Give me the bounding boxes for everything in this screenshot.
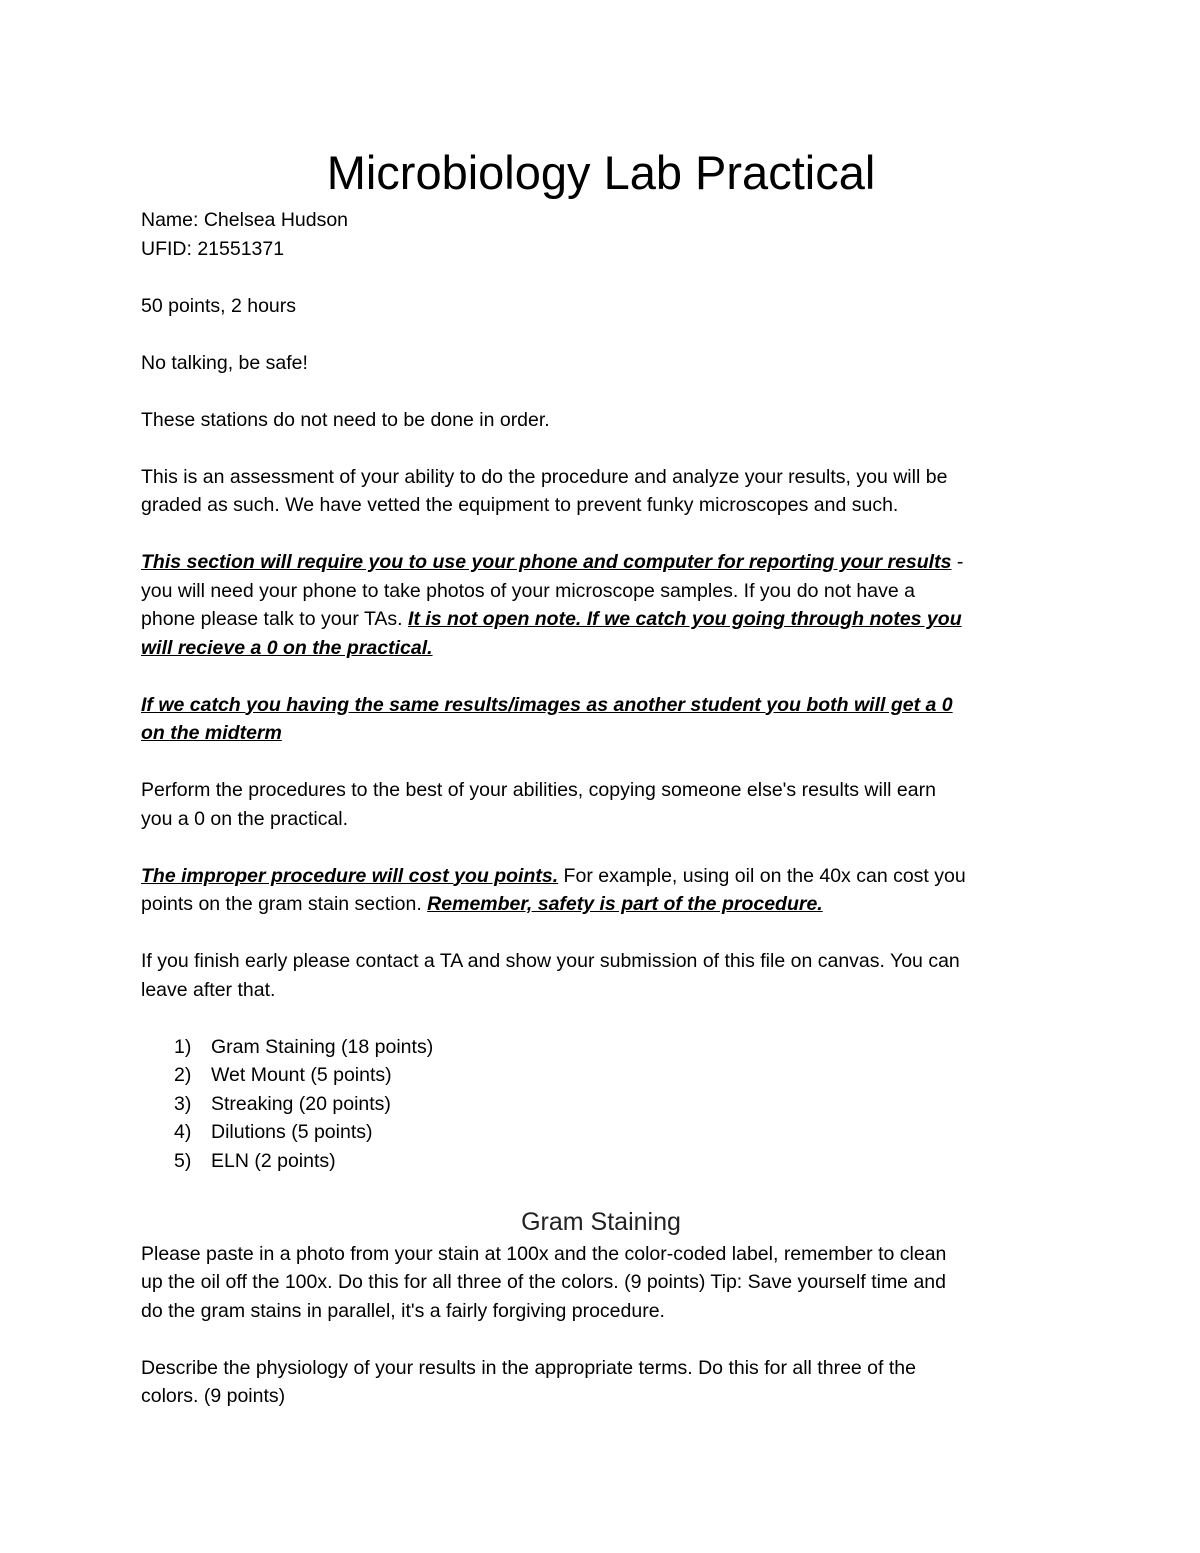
list-item	[141, 1090, 1061, 1119]
list-item	[141, 1033, 1061, 1062]
gram-p1-line-3: do the gram stains in parallel, it's a fairly forgiving procedure.	[141, 1299, 665, 1322]
open-note-warning: It is not open note. If we catch you going through notes you	[408, 608, 962, 630]
student-info	[141, 206, 1061, 263]
safety-reminder-bold: Remember, safety is part of the procedure.	[427, 893, 823, 915]
gram-staining-heading: Gram Staining	[521, 1207, 681, 1236]
phone-dash: -	[951, 551, 964, 573]
finish-line-1: If you finish early please contact a TA and show your submission of this file on canvas. You can	[141, 950, 960, 972]
finish-early-paragraph	[141, 947, 1061, 1004]
list-item-text: Wet Mount (5 points)	[211, 1064, 392, 1086]
document-title: Microbiology Lab Practical	[326, 146, 876, 199]
list-item	[141, 1147, 1061, 1176]
perform-line-2: you a 0 on the practical.	[141, 807, 349, 830]
gram-stain-points-text: points on the gram stain section.	[141, 893, 428, 915]
list-item-number: 5)	[174, 1149, 192, 1172]
student-ufid: UFID: 21551371	[141, 237, 285, 260]
improper-procedure-paragraph	[141, 862, 1061, 919]
improper-line-2	[141, 890, 1061, 919]
points-hours: 50 points, 2 hours	[141, 294, 297, 317]
phone-warning-bold: This section will require you to use your phone and computer for reporting your results	[141, 551, 952, 573]
assessment-paragraph	[141, 463, 1061, 520]
perform-paragraph	[141, 776, 1061, 833]
stations-note: These stations do not need to be done in order.	[141, 408, 550, 431]
same-results-warning	[141, 691, 1061, 748]
assessment-line-1: This is an assessment of your ability to do the procedure and analyze your results, you will be	[141, 465, 948, 488]
zero-warning: will recieve a 0 on the practical.	[141, 636, 433, 659]
same-results-bold-2: on the midterm	[141, 722, 282, 744]
improper-warning-bold: The improper procedure will cost you points.	[141, 864, 559, 887]
gram-p1-line-2: up the oil off the 100x. Do this for all three of the colors. (9 points) Tip: Save yourself time and	[141, 1271, 946, 1293]
list-item-number: 3)	[174, 1092, 192, 1115]
phone-line-2: you will need your phone to take photos of your microscope samples. If you do not have a	[141, 579, 915, 602]
phone-line-1	[141, 548, 1061, 577]
gram-p1-line-1: Please paste in a photo from your stain at 100x and the color-coded label, remember to clean	[141, 1242, 947, 1265]
document-page	[141, 140, 1061, 1439]
gram-instructions-1	[141, 1240, 1061, 1326]
gram-p2-line-1: Describe the physiology of your results in the appropriate terms. Do this for all three of the	[141, 1356, 916, 1379]
list-item-text: Gram Staining (18 points)	[211, 1035, 434, 1058]
perform-line-1: Perform the procedures to the best of your abilities, copying someone else's results will earn	[141, 779, 936, 801]
list-item-text: Streaking (20 points)	[211, 1092, 391, 1115]
improper-example-text: For example, using oil on the 40x can cost you	[558, 864, 966, 887]
list-item-number: 2)	[174, 1064, 192, 1086]
phone-line-3	[141, 605, 1061, 634]
assessment-line-2: graded as such. We have vetted the equipment to prevent funky microscopes and such.	[141, 494, 899, 516]
list-item	[141, 1061, 1061, 1090]
list-item-number: 4)	[174, 1121, 192, 1143]
list-item-number: 1)	[174, 1035, 192, 1058]
stations-list	[141, 1033, 1061, 1176]
same-results-line-1	[141, 691, 1061, 720]
no-talking-rule: No talking, be safe!	[141, 351, 308, 374]
phone-line-4	[141, 634, 1061, 663]
list-item	[141, 1118, 1061, 1147]
finish-line-2: leave after that.	[141, 978, 276, 1001]
gram-p2-line-2: colors. (9 points)	[141, 1385, 286, 1407]
list-item-text: Dilutions (5 points)	[211, 1121, 373, 1143]
same-results-bold-1: If we catch you having the same results/images as another student you both will get a 0	[141, 693, 953, 716]
list-item-text: ELN (2 points)	[211, 1149, 336, 1172]
phone-ta-text: phone please talk to your TAs.	[141, 608, 409, 630]
same-results-line-2	[141, 719, 1061, 748]
gram-instructions-2	[141, 1354, 1061, 1411]
student-name: Name: Chelsea Hudson	[141, 209, 349, 231]
phone-section-paragraph	[141, 548, 1061, 662]
improper-line-1	[141, 862, 1061, 891]
